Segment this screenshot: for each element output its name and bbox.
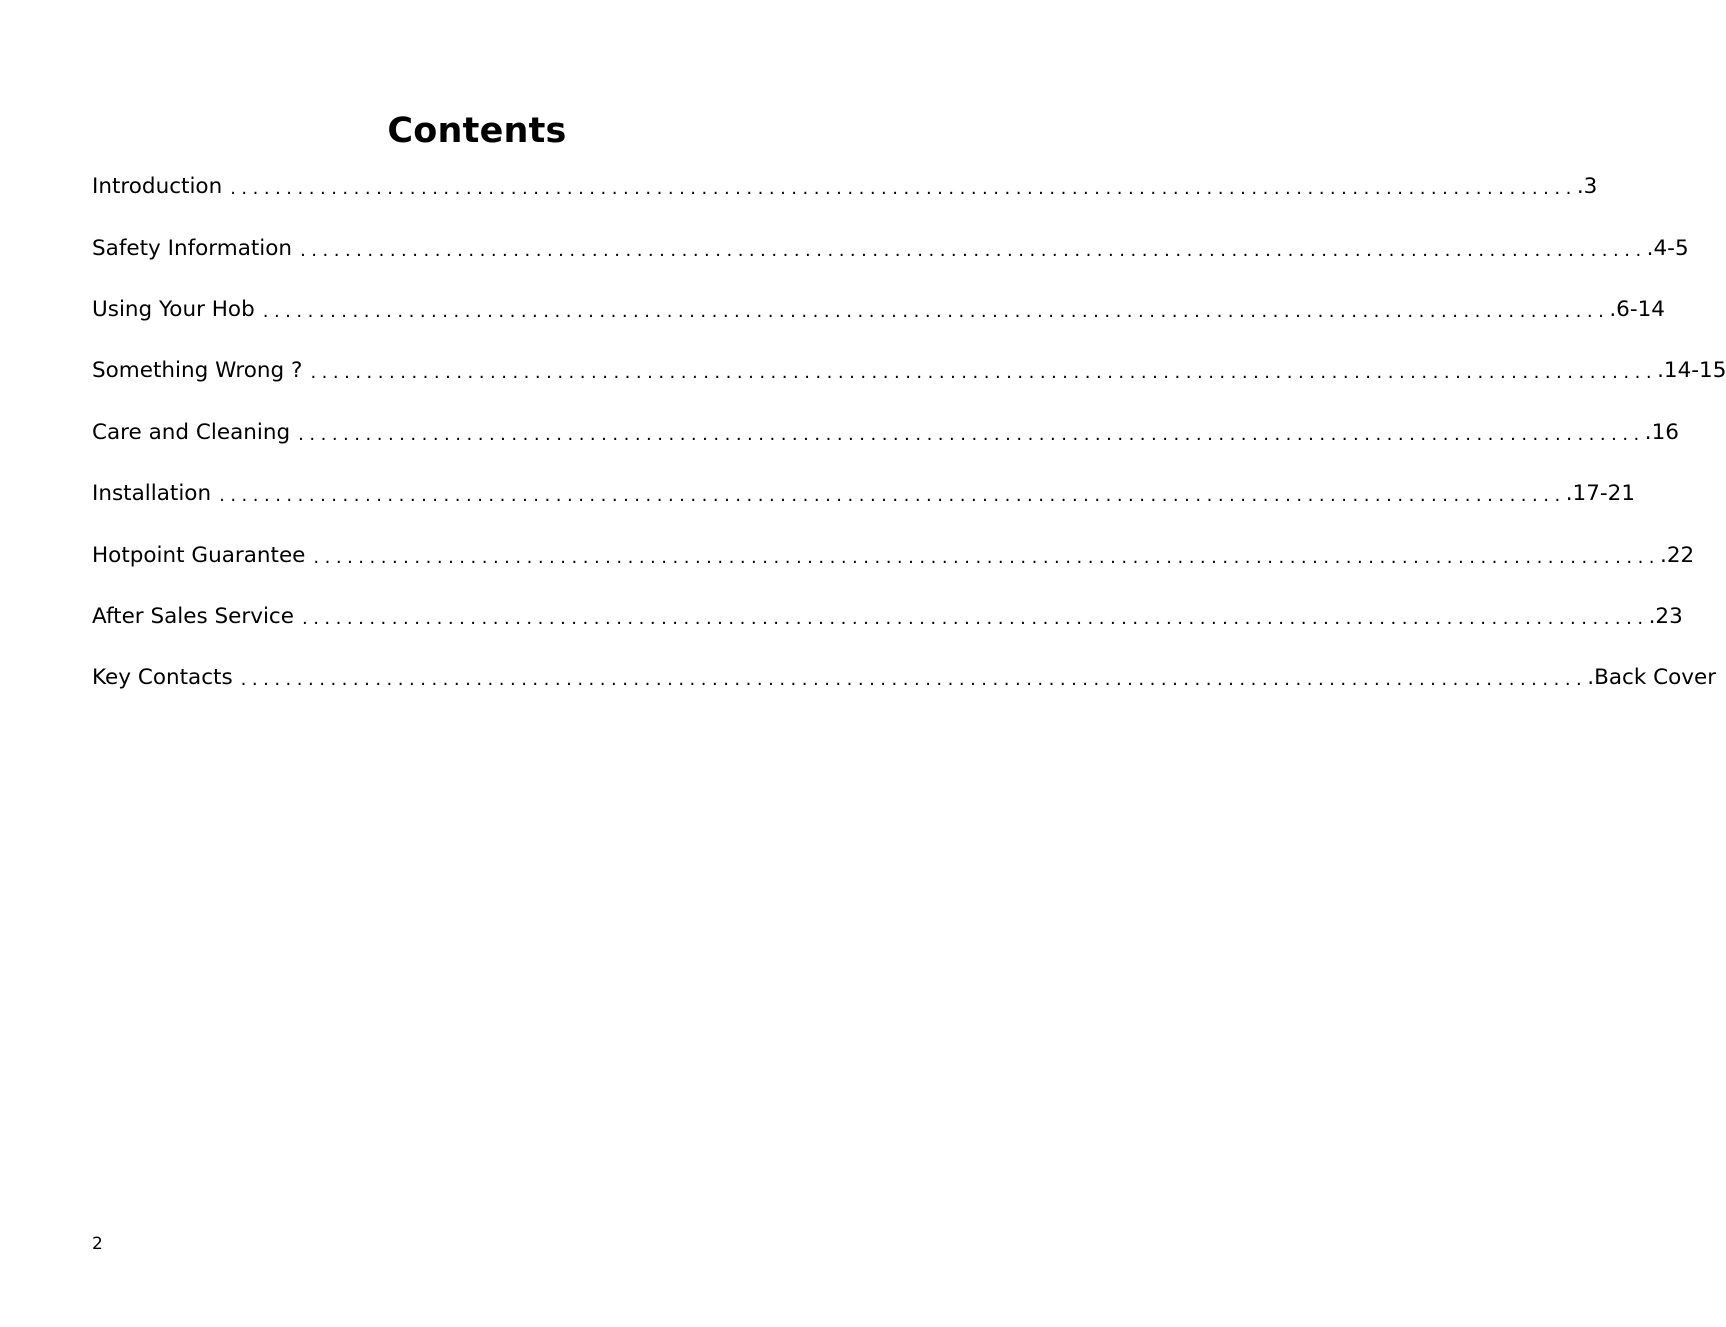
table-of-contents	[92, 156, 1726, 709]
toc-entry-page: .16	[1644, 419, 1679, 445]
toc-entry-page: .14-15	[1657, 358, 1726, 384]
page-number: 2	[92, 1234, 103, 1254]
toc-entry-page: .4-5	[1646, 235, 1689, 261]
dot-leader: ........................................................................................................................	[240, 669, 1588, 691]
toc-entry-label: Introduction	[92, 174, 223, 200]
toc-entry-care-and-cleaning[interactable]	[92, 402, 1679, 463]
toc-entry-label: Hotpoint Guarantee	[92, 542, 306, 568]
dot-leader: ........................................................................................................................	[301, 607, 1649, 629]
toc-entry-installation[interactable]	[92, 463, 1636, 524]
toc-entry-label: Using Your Hob	[92, 296, 255, 322]
dot-leader: ........................................................................................................................	[230, 178, 1577, 200]
toc-entry-hotpoint-guarantee[interactable]	[92, 524, 1695, 585]
toc-entry-label: Installation	[92, 481, 212, 507]
page-title: Contents	[387, 111, 567, 152]
toc-entry-safety-information[interactable]	[92, 217, 1689, 278]
toc-entry-label: Something Wrong ?	[92, 358, 303, 384]
dot-leader: ........................................................................................................................	[262, 300, 1610, 322]
toc-entry-page: .Back Cover	[1587, 665, 1717, 691]
toc-entry-label: Care and Cleaning	[92, 419, 291, 445]
toc-entry-page: .3	[1576, 174, 1598, 200]
dot-leader: ........................................................................................................................	[313, 546, 1661, 568]
toc-entry-key-contacts[interactable]	[92, 647, 1717, 708]
dot-leader: ........................................................................................................................	[310, 362, 1658, 384]
toc-entry-using-your-hob[interactable]	[92, 279, 1665, 340]
toc-entry-label: Key Contacts	[92, 665, 233, 691]
dot-leader: ........................................................................................................................	[219, 485, 1566, 507]
dot-leader: ........................................................................................................................	[298, 423, 1645, 445]
dot-leader: ........................................................................................................................	[300, 239, 1647, 261]
toc-entry-page: .22	[1660, 542, 1695, 568]
toc-entry-page: .17-21	[1565, 481, 1636, 507]
toc-entry-something-wrong[interactable]	[92, 340, 1726, 401]
toc-entry-page: .6-14	[1609, 296, 1665, 322]
toc-entry-label: After Sales Service	[92, 603, 294, 629]
toc-entry-page: .23	[1648, 603, 1683, 629]
toc-entry-label: Safety Information	[92, 235, 293, 261]
toc-entry-after-sales-service[interactable]	[92, 586, 1683, 647]
toc-entry-introduction[interactable]	[92, 156, 1598, 217]
